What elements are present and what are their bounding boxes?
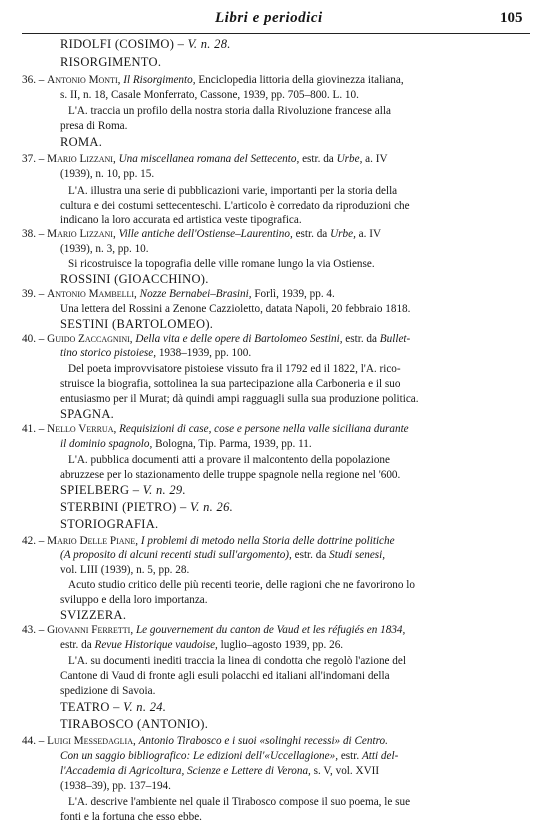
text-segment: Revue Historique vaudoise, xyxy=(94,639,218,651)
text-segment: 42. – xyxy=(22,535,48,547)
section-heading xyxy=(60,483,186,498)
entry-line xyxy=(22,73,404,88)
text-segment: Ville antiche dell'Ostiense–Laurentino, xyxy=(118,228,293,240)
annotation-line xyxy=(60,392,419,407)
text-segment: TEATRO – xyxy=(60,700,124,714)
entry-continuation xyxy=(60,437,312,452)
text-segment: Nello Verrua, xyxy=(47,423,120,435)
entry-continuation xyxy=(60,346,251,361)
annotation-line xyxy=(60,119,127,134)
text-segment: Antonio Tirabosco e i suoi «solinghi recessi» di Centro. xyxy=(138,735,388,747)
text-segment: indicano la loro accurata ed artistica veste tipografica. xyxy=(60,214,302,226)
text-segment: I problemi di metodo nella Storia delle dottrine politiche xyxy=(140,535,395,547)
section-heading xyxy=(60,700,166,715)
entry-line xyxy=(22,287,335,302)
text-segment: estr. da xyxy=(342,333,380,345)
text-segment: cultura e dei costumi settecenteschi. L'articolo è corredato da riproduzioni che xyxy=(60,200,410,212)
text-segment: spedizione di Savoia. xyxy=(60,685,156,697)
text-segment: 40. – xyxy=(22,333,48,345)
text-segment: SPIELBERG – xyxy=(60,483,143,497)
text-segment: Con un saggio bibliografico: Le edizioni dell'«Uccellagione», xyxy=(60,750,341,762)
annotation-line xyxy=(68,104,391,119)
section-heading xyxy=(60,407,114,422)
text-segment: V. n. 24. xyxy=(123,700,167,714)
annotation-line xyxy=(68,795,410,810)
page-number: 105 xyxy=(500,10,523,26)
text-segment: Nozze Bernabei–Brasini, xyxy=(139,288,252,300)
text-segment: estr. da xyxy=(299,153,337,165)
text-segment: Una miscellanea romana del Settecento, xyxy=(118,153,300,165)
section-heading xyxy=(60,37,231,52)
entry-continuation xyxy=(60,563,189,578)
text-segment: SVIZZERA. xyxy=(60,608,127,622)
entry-line xyxy=(22,332,410,347)
annotation-line xyxy=(60,377,400,392)
text-segment: Atti del- xyxy=(361,750,399,762)
text-segment: estr. da xyxy=(60,639,95,651)
text-segment: Urbe, xyxy=(330,228,356,240)
entry-continuation xyxy=(60,242,149,257)
text-segment: 43. – xyxy=(22,624,48,636)
text-segment: estr. xyxy=(340,750,362,762)
text-segment: sviluppo e della loro importanza. xyxy=(60,594,208,606)
text-segment: Luigi Messedaglia, xyxy=(47,735,139,747)
entry-continuation xyxy=(60,548,385,563)
text-segment: RIDOLFI (COSIMO) – xyxy=(60,37,188,51)
text-segment: L'A. traccia un profilo della nostra storia dalla Rivoluzione francese alla xyxy=(68,105,391,117)
annotation-line xyxy=(60,593,208,608)
text-segment: Antonio Mambelli, xyxy=(47,288,140,300)
text-segment: (1938–39), pp. 137–194. xyxy=(60,780,171,792)
text-segment: estr. da xyxy=(292,228,331,240)
text-segment: ROMA. xyxy=(60,135,103,149)
text-segment: Bullet- xyxy=(379,333,411,345)
text-segment: L'A. su documenti inediti traccia la linea di condotta che regolò l'azione del xyxy=(68,655,406,667)
annotation-line xyxy=(68,257,375,272)
section-heading xyxy=(60,55,161,70)
text-segment: estr. da xyxy=(291,549,330,561)
annotation-line xyxy=(60,810,202,825)
text-segment: STORIOGRAFIA. xyxy=(60,517,159,531)
text-segment: s. V, vol. XVII xyxy=(310,765,380,777)
text-segment: L'A. pubblica documenti atti a provare il malcontento della popolazione xyxy=(68,454,390,466)
section-heading xyxy=(60,517,158,532)
text-segment: Acuto studio critico delle più recenti teorie, delle ragioni che ne favorirono lo xyxy=(68,579,415,591)
text-segment: s. II, n. 18, Casale Monferrato, Cassone, 1939, pp. 705–800. L. 10. xyxy=(60,89,359,101)
text-segment: Della vita e delle opere di Bartolomeo Sestini, xyxy=(135,333,343,345)
text-segment: Giovanni Ferretti, xyxy=(47,624,136,636)
text-segment: struisce la biografia, sottolinea la sua partecipazione alla Carboneria e il suo xyxy=(60,378,401,390)
text-segment: Enciclopedia littoria della giovinezza italiana, xyxy=(195,74,404,86)
entry-continuation xyxy=(60,764,379,779)
section-heading xyxy=(60,608,126,623)
text-segment: fonti e la fortuna che esso ebbe. xyxy=(60,811,202,823)
entry-continuation xyxy=(60,302,410,317)
text-segment: SPAGNA. xyxy=(60,407,115,421)
text-segment: L'A. illustra una serie di pubblicazioni varie, importanti per la storia della xyxy=(68,185,398,197)
text-segment: Mario Delle Piane, xyxy=(47,535,141,547)
text-segment: entusiasmo per il Murat; dà quindi ampi ragguagli sulla sua produzione politica. xyxy=(60,393,419,405)
annotation-line xyxy=(60,468,400,483)
text-segment: Si ricostruisce la topografia delle ville romane lungo la via Ostiense. xyxy=(68,258,375,270)
entry-line xyxy=(22,534,395,549)
annotation-line xyxy=(60,213,302,228)
text-segment: (1939), n. 10, pp. 15. xyxy=(60,168,155,180)
entry-continuation xyxy=(60,779,171,794)
text-segment: V. n. 29. xyxy=(142,483,186,497)
annotation-line xyxy=(60,669,390,684)
annotation-line xyxy=(60,199,410,214)
text-segment: Una lettera del Rossini a Zenone Cazzioletto, datata Napoli, 20 febbraio 1818. xyxy=(60,303,411,315)
annotation-line xyxy=(68,184,397,199)
text-segment: 1938–1939, pp. 100. xyxy=(156,347,252,359)
text-segment: l'Accademia di Agricoltura, Scienze e Lettere di Verona, xyxy=(60,765,311,777)
text-segment: Il Risorgimento, xyxy=(123,74,196,86)
text-segment: L'A. descrive l'ambiente nel quale il Tirabosco compose il suo poema, le sue xyxy=(68,796,411,808)
text-segment: Urbe, xyxy=(336,153,363,165)
text-segment: luglio–agosto 1939, pp. 26. xyxy=(217,639,344,651)
text-segment: Antonio Monti, xyxy=(47,74,124,86)
text-segment: Cantone di Vaud di fronte agli esuli polacchi ed italiani all'indomani della xyxy=(60,670,390,682)
text-segment: 44. – xyxy=(22,735,48,747)
text-segment: Bologna, Tip. Parma, 1939, pp. 11. xyxy=(152,438,312,450)
section-heading xyxy=(60,272,209,287)
text-segment: 38. – xyxy=(22,228,48,240)
section-heading xyxy=(60,500,233,515)
text-segment: Guido Zaccagnini, xyxy=(47,333,136,345)
text-segment: V. n. 26. xyxy=(189,500,234,514)
section-heading xyxy=(60,317,213,332)
annotation-line xyxy=(68,578,415,593)
text-segment: Mario Lizzani, xyxy=(47,153,119,165)
section-heading xyxy=(60,135,102,150)
entry-continuation xyxy=(60,638,343,653)
annotation-line xyxy=(68,654,406,669)
text-segment: Del poeta improvvisatore pistoiese vissuto fra il 1792 ed il 1822, l'A. rico- xyxy=(68,363,401,375)
entry-line xyxy=(22,623,405,638)
entry-line xyxy=(22,152,388,167)
text-segment: Forlì, 1939, pp. 4. xyxy=(251,288,335,300)
annotation-line xyxy=(60,684,155,699)
text-segment: presa di Roma. xyxy=(60,120,128,132)
text-segment: Studi senesi, xyxy=(329,549,386,561)
text-segment: 39. – xyxy=(22,288,48,300)
text-segment: (1939), n. 3, pp. 10. xyxy=(60,243,149,255)
section-heading xyxy=(60,717,208,732)
text-segment: TIRABOSCO (ANTONIO). xyxy=(60,717,209,731)
entry-line xyxy=(22,734,388,749)
text-segment: V. n. 28. xyxy=(187,37,231,51)
header-rule xyxy=(22,33,530,34)
text-segment: SESTINI (BARTOLOMEO). xyxy=(60,317,214,331)
text-segment: tino storico pistoiese, xyxy=(60,347,157,359)
entry-line xyxy=(22,227,381,242)
text-segment: abruzzese per lo stazionamento delle truppe spagnole nella regione nel '600. xyxy=(60,469,401,481)
text-segment: Mario Lizzani, xyxy=(47,228,119,240)
text-segment: 41. – xyxy=(22,423,48,435)
text-segment: RISORGIMENTO. xyxy=(60,55,162,69)
annotation-line xyxy=(68,362,401,377)
text-segment: (A proposito di alcuni recenti studi sull'argomento), xyxy=(60,549,292,561)
text-segment: a. IV xyxy=(355,228,382,240)
annotation-line xyxy=(68,453,390,468)
text-segment: vol. LIII (1939), n. 5, pp. 28. xyxy=(60,564,190,576)
entry-continuation xyxy=(60,749,398,764)
text-segment: ROSSINI (GIOACCHINO). xyxy=(60,272,209,286)
text-segment: 37. – xyxy=(22,153,48,165)
entry-line xyxy=(22,422,409,437)
text-segment: Le gouvernement du canton de Vaud et les réfugiés en 1834, xyxy=(135,624,406,636)
text-segment: STERBINI (PIETRO) – xyxy=(60,500,190,514)
text-segment: il dominio spagnolo, xyxy=(60,438,153,450)
text-segment: Requisizioni di case, cose e persone nella valle siciliana durante xyxy=(119,423,409,435)
entry-continuation xyxy=(60,167,154,182)
running-header-title: Libri e periodici xyxy=(215,10,323,26)
entry-continuation xyxy=(60,88,359,103)
text-segment: a. IV xyxy=(362,153,388,165)
text-segment: 36. – xyxy=(22,74,48,86)
